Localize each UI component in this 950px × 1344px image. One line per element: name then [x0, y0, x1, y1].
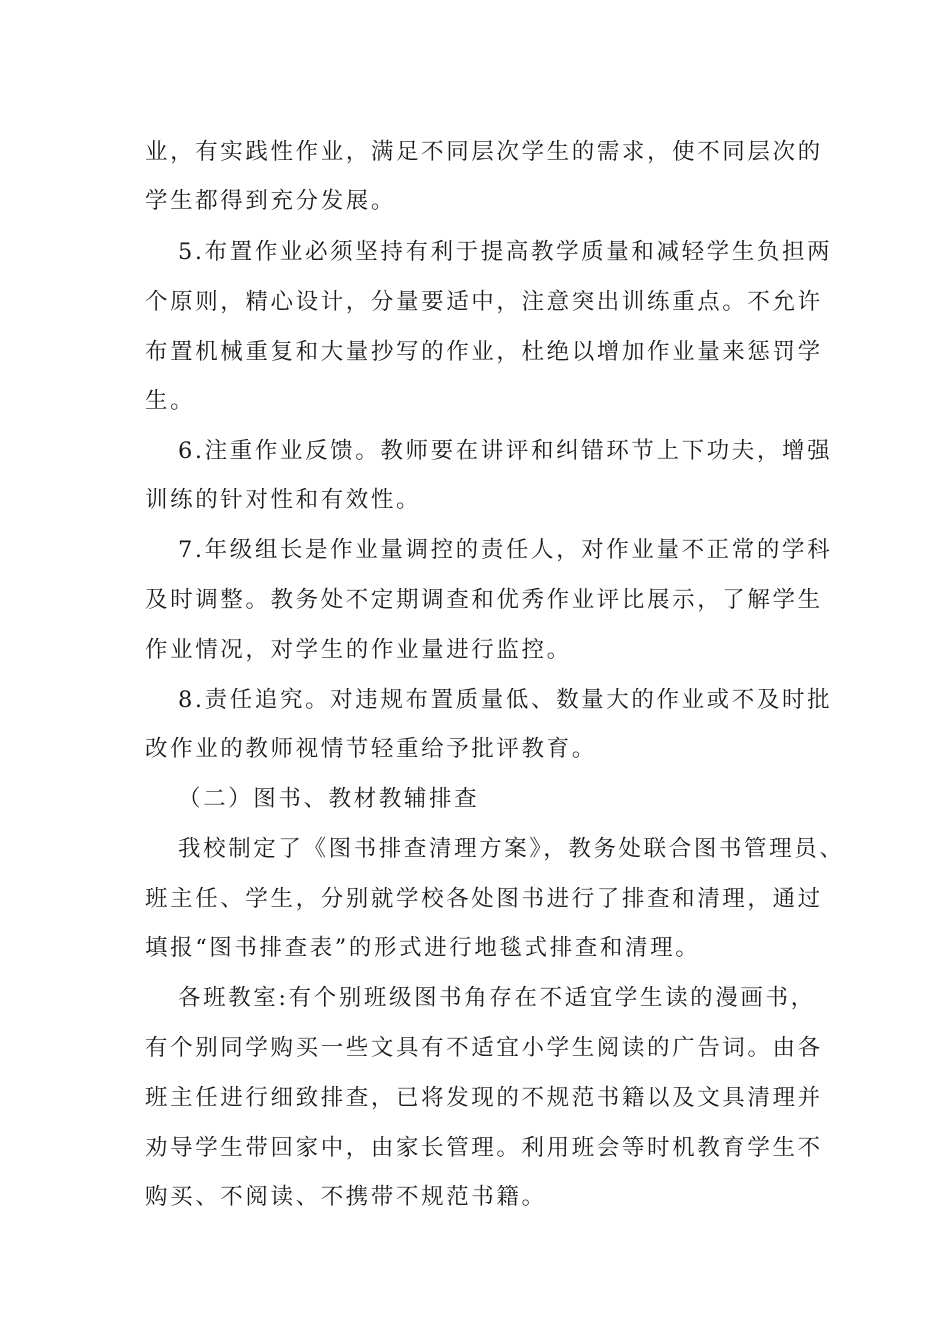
section-heading: （二）图书、教材教辅排查 — [178, 786, 480, 812]
paragraph-line: 学生都得到充分发展。 — [145, 188, 397, 214]
paragraph-line: 作业情况，对学生的作业量进行监控。 — [145, 637, 572, 663]
paragraph-line: 班主任、学生，分别就学校各处图书进行了排查和清理，通过 — [145, 886, 823, 912]
paragraph-line: 训练的针对性和有效性。 — [145, 487, 422, 513]
paragraph-line: 及时调整。教务处不定期调查和优秀作业评比展示，了解学生 — [145, 587, 823, 613]
list-item-6-line: 6.注重作业反馈。教师要在讲评和纠错环节上下功夫，增强 — [178, 438, 833, 464]
list-item-7-line: 7.年级组长是作业量调控的责任人，对作业量不正常的学科 — [178, 537, 833, 563]
paragraph-line: 生。 — [145, 388, 196, 414]
paragraph-line: 个原则，精心设计，分量要适中，注意突出训练重点。不允许 — [145, 289, 823, 315]
paragraph-line: 各班教室:有个别班级图书角存在不适宜学生读的漫画书， — [178, 985, 816, 1011]
paragraph-line: 班主任进行细致排查，已将发现的不规范书籍以及文具清理并 — [145, 1085, 823, 1111]
paragraph-line: 改作业的教师视情节轻重给予批评教育。 — [145, 736, 597, 762]
list-item-5-line: 5.布置作业必须坚持有利于提高教学质量和减轻学生负担两 — [178, 239, 833, 265]
list-item-8-line: 8.责任追究。对违规布置质量低、数量大的作业或不及时批 — [178, 687, 833, 713]
paragraph-line: 业，有实践性作业，满足不同层次学生的需求，使不同层次的 — [145, 139, 823, 165]
paragraph-line: 布置机械重复和大量抄写的作业，杜绝以增加作业量来惩罚学 — [145, 339, 823, 365]
paragraph-line: 有个别同学购买一些文具有不适宜小学生阅读的广告词。由各 — [145, 1035, 823, 1061]
paragraph-line: 填报“图书排查表”的形式进行地毯式排查和清理。 — [145, 935, 701, 961]
paragraph-line: 劝导学生带回家中，由家长管理。利用班会等时机教育学生不 — [145, 1135, 823, 1161]
paragraph-line: 购买、不阅读、不携带不规范书籍。 — [145, 1184, 547, 1210]
paragraph-line: 我校制定了《图书排查清理方案》，教务处联合图书管理员、 — [178, 836, 845, 862]
